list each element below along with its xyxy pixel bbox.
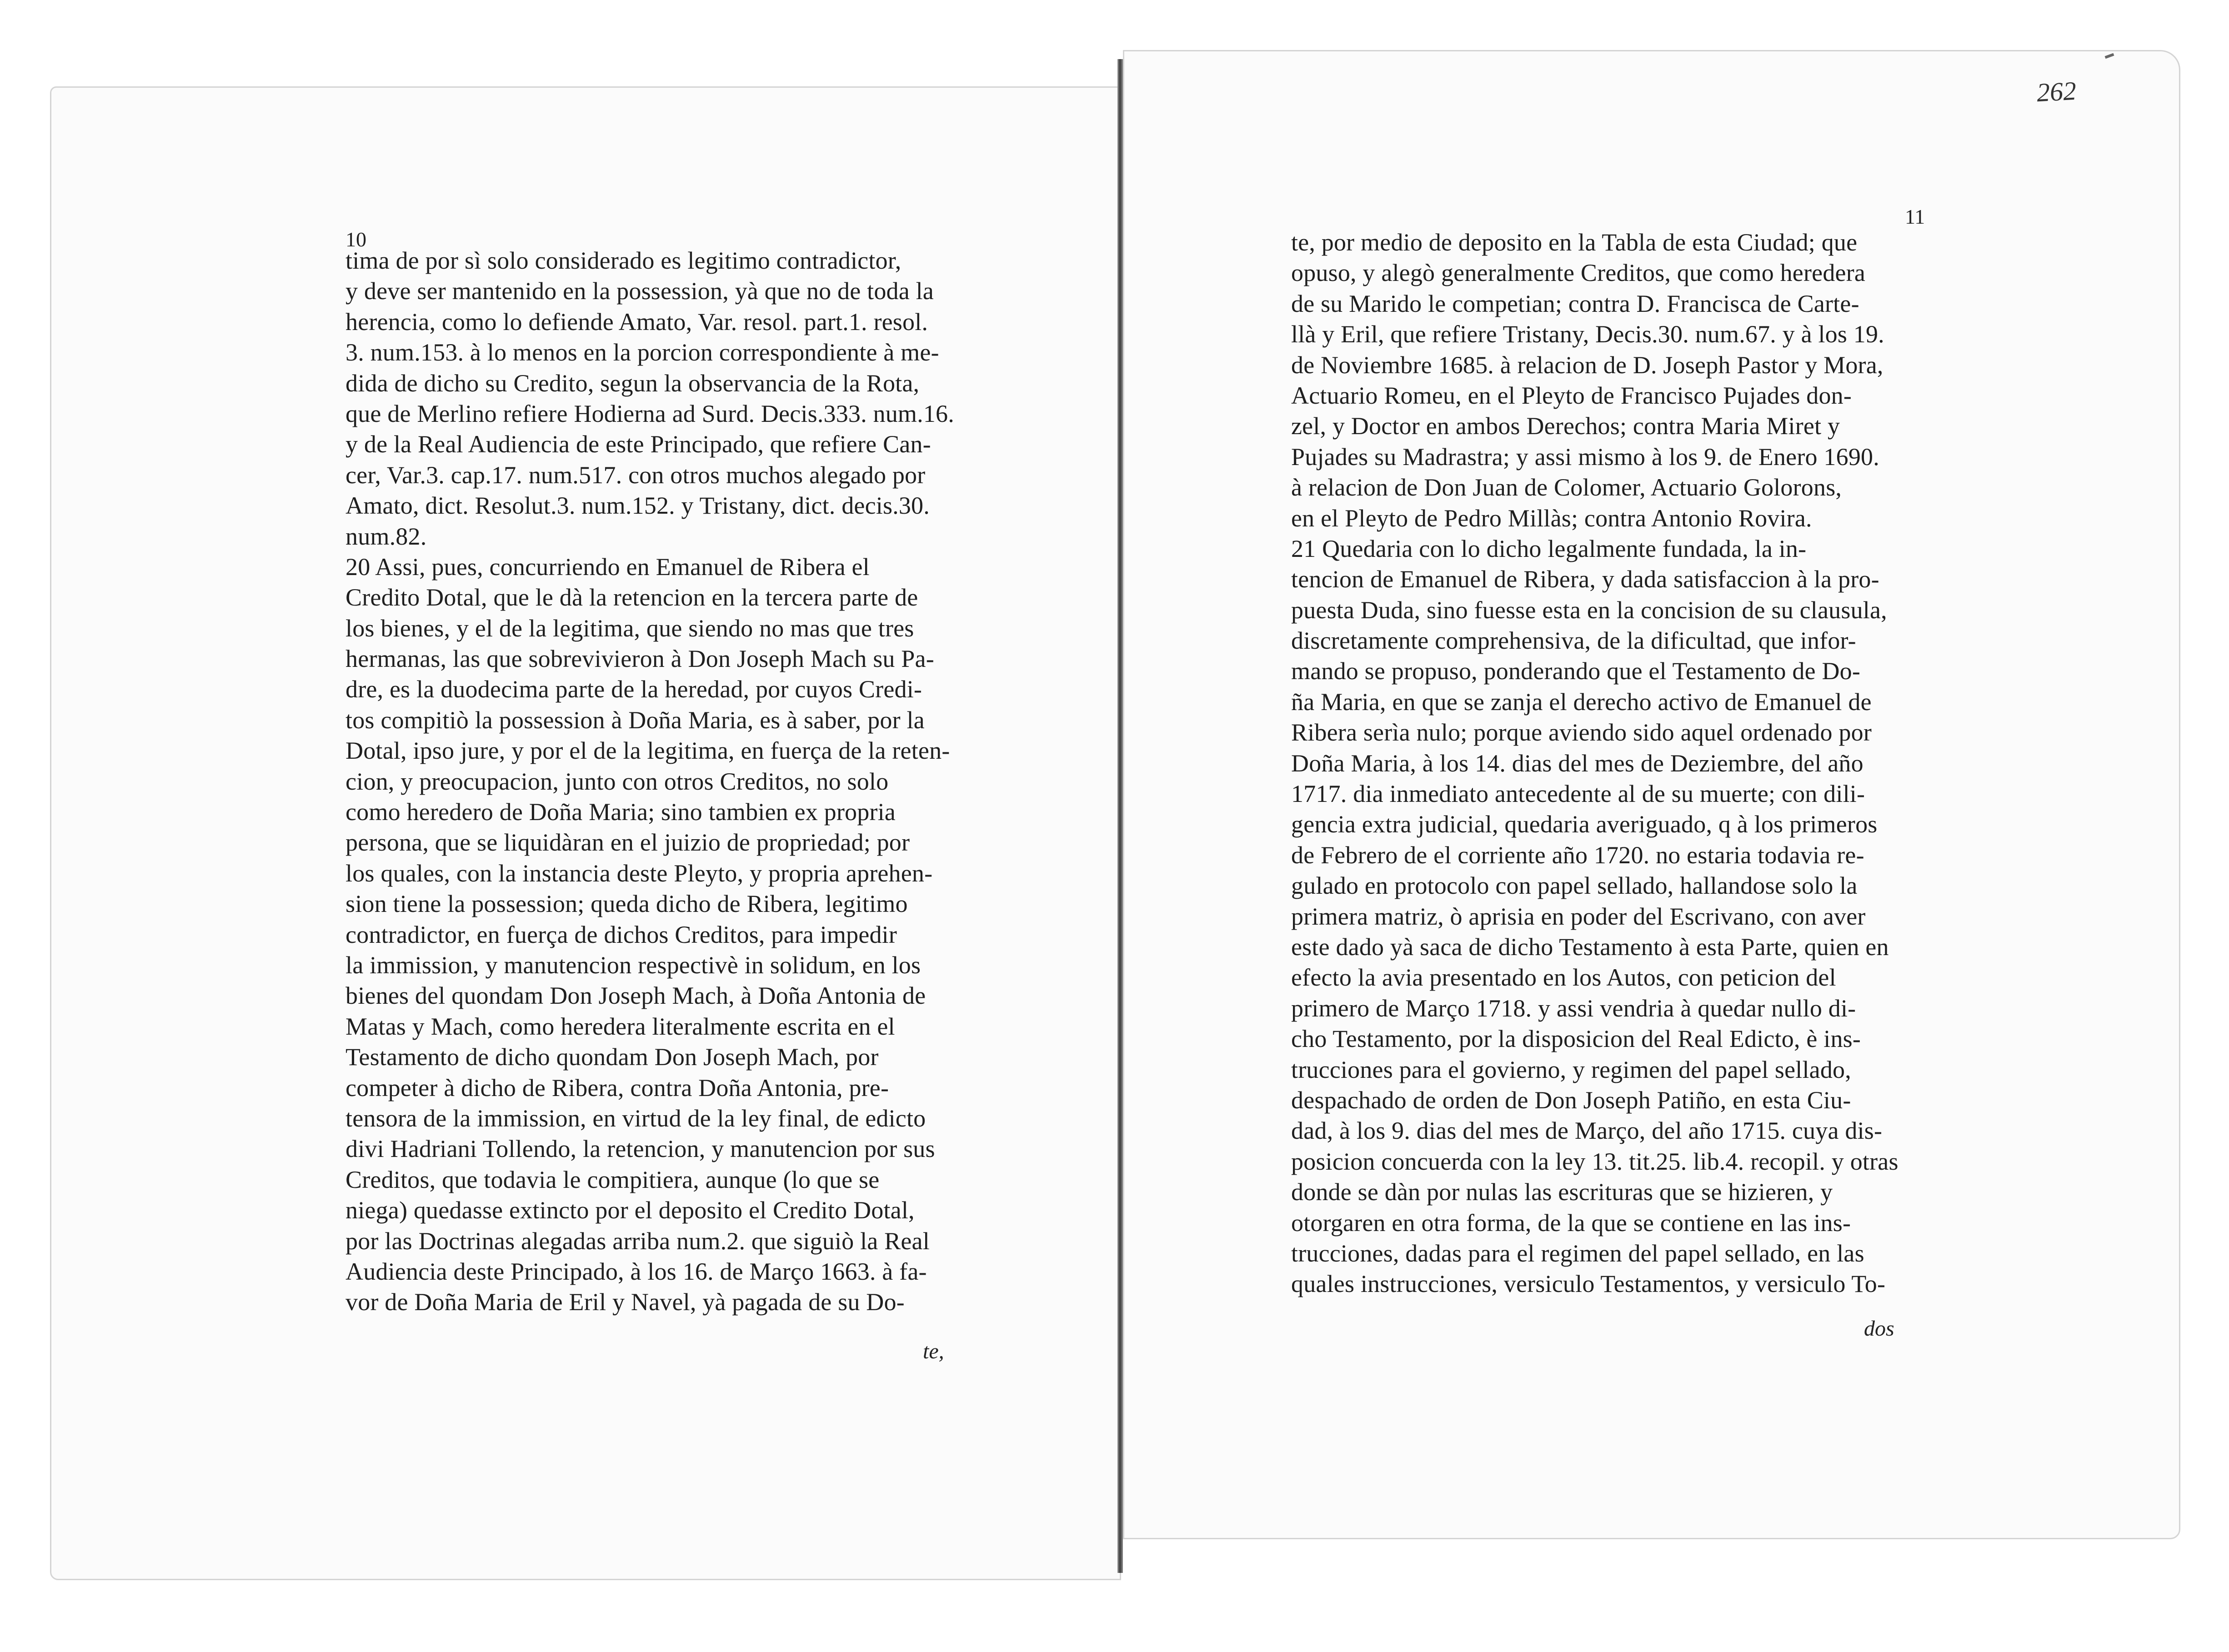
left-page-text — [346, 245, 982, 1318]
text-line: Testamento de dicho quondam Don Joseph Mach, por — [346, 1043, 879, 1071]
text-line: tensora de la immission, en virtud de la ley final, de edicto — [346, 1104, 926, 1132]
text-line: hermanas, las que sobrevivieron à Don Joseph Mach su Pa- — [346, 645, 934, 673]
text-line: Creditos, que todavia le compitiera, aunque (lo que se — [346, 1166, 880, 1193]
text-line: los bienes, y el de la legitima, que siendo no mas que tres — [346, 614, 914, 642]
text-line: niega) quedasse extincto por el deposito el Credito Dotal, — [346, 1196, 915, 1224]
text-line: vor de Doña Maria de Eril y Navel, yà pagada de su Do- — [346, 1288, 905, 1316]
text-line: te, por medio de deposito en la Tabla de esta Ciudad; que — [1291, 229, 1858, 256]
text-line: dre, es la duodecima parte de la heredad, por cuyos Credi- — [346, 676, 922, 703]
text-line: dida de dicho su Credito, segun la observancia de la Rota, — [346, 369, 920, 397]
text-line: contradictor, en fuerça de dichos Creditos, para impedir — [346, 921, 897, 948]
text-line: trucciones, dadas para el regimen del papel sellado, en las — [1291, 1239, 1864, 1267]
text-line: efecto la avia presentado en los Autos, con peticion del — [1291, 964, 1836, 991]
text-line: cion, y preocupacion, junto con otros Creditos, no solo — [346, 767, 889, 795]
text-line: mando se propuso, ponderando que el Testamento de Do- — [1291, 657, 1861, 685]
text-line: bienes del quondam Don Joseph Mach, à Doña Antonia de — [346, 982, 926, 1010]
text-line: Audiencia deste Principado, à los 16. de Março 1663. à fa- — [346, 1257, 927, 1285]
text-line: discretamente comprehensiva, de la dificultad, que infor- — [1291, 627, 1856, 655]
text-line: de Febrero de el corriente año 1720. no estaria todavia re- — [1291, 841, 1864, 869]
text-line: y deve ser mantenido en la possession, yà que no de toda la — [346, 277, 934, 305]
text-line: tima de por sì solo considerado es legitimo contradictor, — [346, 247, 902, 274]
text-line: Amato, dict. Resolut.3. num.152. y Tristany, dict. decis.30. — [346, 492, 930, 520]
text-line: num.82. — [346, 522, 427, 550]
text-line: trucciones para el govierno, y regimen del papel sellado, — [1291, 1056, 1851, 1083]
text-line: persona, que se liquidàran en el juizio de propriedad; por — [346, 829, 910, 856]
handwritten-archive-number: 262 — [2036, 75, 2077, 108]
text-line: cer, Var.3. cap.17. num.517. con otros muchos alegado por — [346, 461, 926, 489]
text-line: primera matriz, ò aprisia en poder del Escrivano, con aver — [1291, 902, 1866, 930]
text-line: posicion concuerda con la ley 13. tit.25. lib.4. recopil. y otras — [1291, 1147, 1898, 1175]
text-line: este dado yà saca de dicho Testamento à esta Parte, quien en — [1291, 933, 1889, 961]
book-gutter — [1117, 59, 1123, 1573]
text-line: otorgaren en otra forma, de la que se contiene en las ins- — [1291, 1209, 1851, 1236]
text-line: à relacion de Don Juan de Colomer, Actuario Golorons, — [1291, 474, 1842, 501]
text-line: herencia, como lo defiende Amato, Var. resol. part.1. resol. — [346, 308, 928, 335]
text-line: por las Doctrinas alegadas arriba num.2. que siguiò la Real — [346, 1227, 930, 1255]
text-line: divi Hadriani Tollendo, la retencion, y manutencion por sus — [346, 1135, 935, 1163]
text-line: 21 Quedaria con lo dicho legalmente fundada, la in- — [1291, 535, 1807, 562]
text-line: 20 Assi, pues, concurriendo en Emanuel de Ribera el — [346, 553, 870, 581]
text-line: ña Maria, en que se zanja el derecho activo de Emanuel de — [1291, 688, 1872, 716]
text-line: donde se dàn por nulas las escrituras que se hizieren, y — [1291, 1178, 1833, 1206]
text-line: en el Pleyto de Pedro Millàs; contra Antonio Rovira. — [1291, 504, 1812, 532]
text-line: 3. num.153. à lo menos en la porcion correspondiente à me- — [346, 339, 939, 366]
text-line: opuso, y alegò generalmente Creditos, que como heredera — [1291, 259, 1866, 287]
text-line: cho Testamento, por la disposicion del Real Edicto, è ins- — [1291, 1025, 1861, 1053]
text-line: gulado en protocolo con papel sellado, hallandose solo la — [1291, 872, 1858, 900]
text-line: Dotal, ipso jure, y por el de la legitima, en fuerça de la reten- — [346, 737, 950, 765]
text-line: de su Marido le competian; contra D. Francisca de Carte- — [1291, 290, 1859, 317]
text-line: de Noviembre 1685. à relacion de D. Joseph Pastor y Mora, — [1291, 351, 1883, 379]
text-line: Credito Dotal, que le dà la retencion en la tercera parte de — [346, 584, 918, 611]
text-line: zel, y Doctor en ambos Derechos; contra Maria Miret y — [1291, 412, 1840, 440]
text-line: quales instrucciones, versiculo Testamentos, y versiculo To- — [1291, 1270, 1886, 1298]
text-line: competer à dicho de Ribera, contra Doña Antonia, pre- — [346, 1074, 889, 1101]
left-page-folio: 10 — [346, 228, 366, 251]
right-page-catchword: dos — [1864, 1317, 1894, 1341]
text-line: 1717. dia inmediato antecedente al de su muerte; con dili- — [1291, 780, 1865, 808]
text-line: Matas y Mach, como heredera literalmente escrita en el — [346, 1012, 895, 1040]
text-line: que de Merlino refiere Hodierna ad Surd. Decis.333. num.16. — [346, 400, 954, 427]
text-line: primero de Março 1718. y assi vendria à quedar nullo di- — [1291, 994, 1856, 1022]
text-line: gencia extra judicial, quedaria averiguado, q à los primeros — [1291, 811, 1878, 838]
text-line: tos compitiò la possession à Doña Maria, es à saber, por la — [346, 706, 925, 734]
right-page-text — [1291, 227, 1950, 1300]
text-line: sion tiene la possession; queda dicho de Ribera, legitimo — [346, 890, 908, 918]
text-line: dad, à los 9. dias del mes de Março, del año 1715. cuya dis- — [1291, 1117, 1883, 1145]
text-line: llà y Eril, que refiere Tristany, Decis.30. num.67. y à los 19. — [1291, 320, 1884, 348]
text-line: Pujades su Madrastra; y assi mismo à los 9. de Enero 1690. — [1291, 443, 1879, 471]
text-line: y de la Real Audiencia de este Principado, que refiere Can- — [346, 431, 931, 458]
text-line: la immission, y manutencion respectivè in solidum, en los — [346, 951, 921, 979]
text-line: Actuario Romeu, en el Pleyto de Francisco Pujades don- — [1291, 381, 1852, 409]
text-line: Ribera serìa nulo; porque aviendo sido aquel ordenado por — [1291, 719, 1872, 746]
text-line: los quales, con la instancia deste Pleyto, y propria aprehen- — [346, 859, 933, 887]
right-page-folio: 11 — [1905, 205, 1925, 228]
text-line: puesta Duda, sino fuesse esta en la concision de su clausula, — [1291, 596, 1887, 624]
text-line: Doña Maria, à los 14. dias del mes de Deziembre, del año — [1291, 749, 1863, 777]
text-line: como heredero de Doña Maria; sino tambien ex propria — [346, 798, 896, 826]
text-line: despachado de orden de Don Joseph Patiño, en esta Ciu- — [1291, 1086, 1851, 1114]
text-line: tencion de Emanuel de Ribera, y dada satisfaccion à la pro- — [1291, 566, 1879, 593]
left-page-catchword: te, — [923, 1339, 944, 1363]
